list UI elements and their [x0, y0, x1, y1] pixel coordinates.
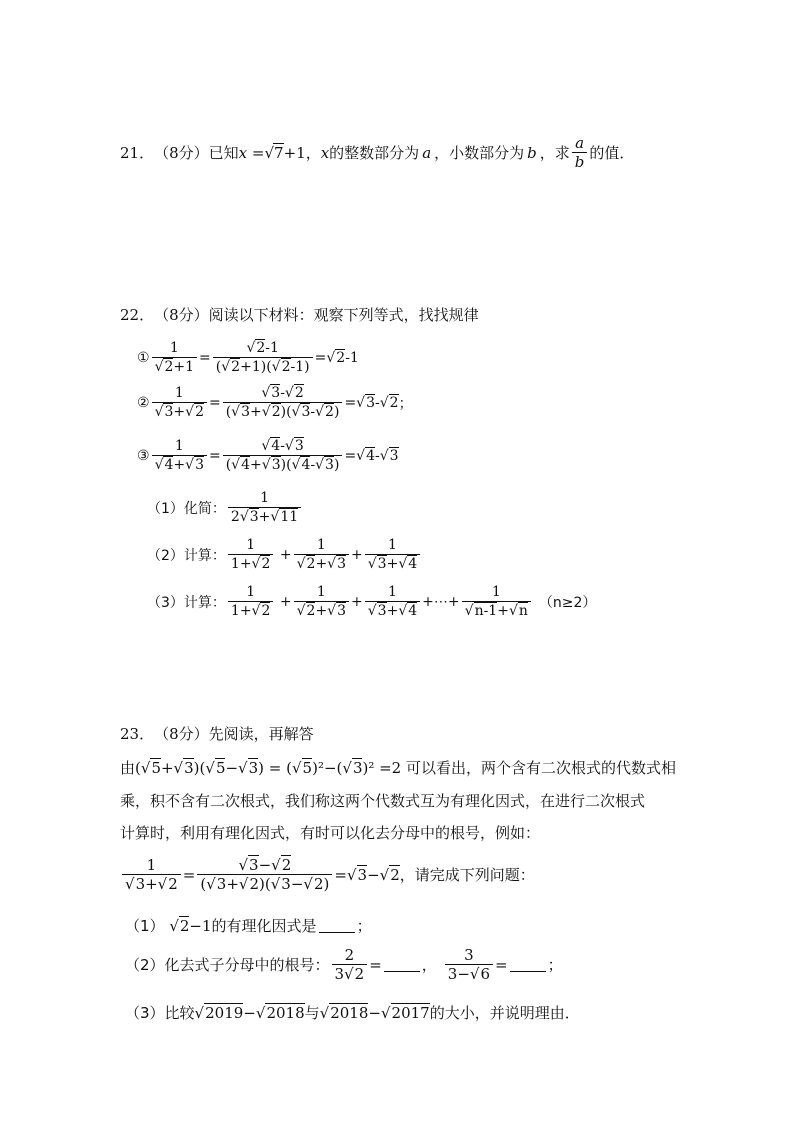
q21-text-4: ，小数部分为 — [434, 144, 525, 162]
answer-blank[interactable] — [510, 957, 546, 972]
q21-var-a: a — [422, 143, 432, 162]
q23-line-3: 计算时，利用有理化因式，有时可以化去分母中的根号，例如： — [120, 824, 541, 842]
fraction: $\frac{1}{√2+√3}$ — [294, 537, 349, 572]
q21-text-5: ，求 — [539, 144, 570, 162]
answer-blank[interactable] — [384, 957, 420, 972]
q22-sub-2: （2）计算： $\frac{1}{1+√2}$ + $\frac{1}{√2+√3}$ + $\frac{1}{√3+√4}$ — [147, 537, 422, 572]
q22-equation-1: ① $\frac{1}{√2+1}$ = $\frac{√2-1}{(√2+1)(√2-1)}$ =√2-1 — [137, 340, 359, 375]
fraction: $\frac{√3-√2}{(√3+√2)(√3-√2)}$ — [223, 385, 343, 420]
q21-radicand: 7 — [274, 144, 284, 162]
q21-eq-lhs: x = — [238, 143, 265, 162]
q23-number: 23． — [120, 725, 155, 743]
q21-comma: ， — [305, 144, 321, 162]
q23-heading — [120, 723, 314, 744]
fraction: $\frac{1}{√4+√3}$ — [152, 438, 207, 473]
q21-number: 21． — [120, 144, 155, 162]
fraction: $\frac{1}{√3+√2}$ — [122, 857, 181, 892]
fraction: $\frac{1}{1+√2}$ — [228, 584, 273, 619]
fraction: $\frac{√4-√3}{(√4+√3)(√4-√3)}$ — [223, 438, 343, 473]
fraction: $\frac{1}{√n-1+√n}$ — [462, 584, 531, 619]
q23-sub-3: （3）比较 √2019−√2018 与 √2018−√2017 的大小，并说明理由． — [125, 1003, 580, 1022]
sqrt-sign: √ — [264, 143, 275, 162]
q21-fraction-a-over-b: $\frac{a}{b}$ — [572, 135, 588, 170]
q21-plus-one: +1 — [283, 143, 306, 162]
circled-number-1: ① — [137, 349, 150, 366]
q22-sub-3-label: （3）计算： — [147, 594, 226, 611]
fraction: $\frac{2}{3√2}$ — [332, 947, 368, 982]
q23-example: $\frac{1}{√3+√2}$ = $\frac{√3-√2}{(√3+√2)(√3-√2)}$ =√3−√2 ，请完成下列问题： — [120, 857, 535, 892]
ellipsis-plus: +⋯+ — [422, 593, 460, 610]
fraction: $\frac{1}{√3+√4}$ — [365, 584, 420, 619]
circled-number-3: ③ — [137, 447, 150, 464]
q22-equation-3: ③ $\frac{1}{√4+√3}$ = $\frac{√4-√3}{(√4+√3)(√4-√3)}$ =√4-√3 — [137, 438, 399, 473]
fraction: $\frac{1}{1+√2}$ — [228, 537, 273, 572]
fraction: $\frac{√2-1}{(√2+1)(√2-1)}$ — [213, 340, 313, 375]
q23-sub-2: （2）化去式子分母中的根号： $\frac{2}{3√2}$ = ， $\frac{3}{3-√6}$ = ； — [125, 946, 563, 983]
fraction: $\frac{3}{3-√6}$ — [445, 947, 493, 982]
q22-sub-1-label: （1）化简： — [147, 500, 226, 517]
q22-sub-2-label: （2）计算： — [147, 547, 226, 564]
q23-line-2: 乘，积不含有二次根式，我们称这两个代数式互为有理化因式，在进行二次根式 — [120, 792, 646, 810]
fraction: $\frac{1}{√2+1}$ — [152, 340, 197, 375]
q21-text-1: 已知 — [208, 144, 239, 162]
q22-condition: （n≥2） — [538, 594, 597, 611]
q22-sub-3: （3）计算： $\frac{1}{1+√2}$ + $\frac{1}{√2+√3}$ + $\frac{1}{√3+√4}$ +⋯+ $\frac{1}{√n-1+√n}$ （n≥2） — [147, 584, 597, 619]
fraction: $\frac{1}{√2+√3}$ — [294, 584, 349, 619]
q23-sub-1: （1） √2−1 的有理化因式是 ； — [125, 916, 372, 935]
q22-sub-1 — [147, 490, 303, 525]
q21-points: （8分） — [154, 144, 209, 162]
q21-var-x: x — [320, 143, 330, 162]
q23-text: 先阅读，再解答 — [208, 725, 314, 743]
q22-text: 阅读以下材料：观察下列等式，找找规律 — [208, 306, 479, 324]
fraction: $\frac{1}{√3+√2}$ — [152, 385, 207, 420]
q21-line — [120, 135, 634, 170]
fraction: $\frac{1}{2√3+√11}$ — [228, 490, 301, 525]
q21-text-3: 的整数部分为 — [329, 144, 420, 162]
fraction: $\frac{√3-√2}{(√3+√2)(√3-√2)}$ — [197, 857, 332, 892]
fraction: $\frac{1}{√3+√4}$ — [365, 537, 420, 572]
q22-equation-2: ② $\frac{1}{√3+√2}$ = $\frac{√3-√2}{(√3+√2)(√3-√2)}$ =√3-√2 ； — [137, 385, 413, 420]
q22-heading — [120, 304, 479, 325]
answer-blank[interactable] — [319, 918, 355, 933]
q23-line-1: 由 (√5+√3)(√5−√3) = (√5)²−(√3)² =2 可以看出，两个含有二次根式的代数式相 — [120, 758, 677, 777]
q23-points: （8分） — [154, 725, 209, 743]
q23-identity: (√5+√3)(√5−√3) = (√5)²−(√3)² =2 — [135, 758, 406, 777]
q21-var-b: b — [527, 143, 537, 162]
circled-number-2: ② — [137, 394, 150, 411]
q22-points: （8分） — [154, 306, 209, 324]
q22-number: 22． — [120, 306, 155, 324]
q21-text-6: 的值． — [589, 144, 635, 162]
